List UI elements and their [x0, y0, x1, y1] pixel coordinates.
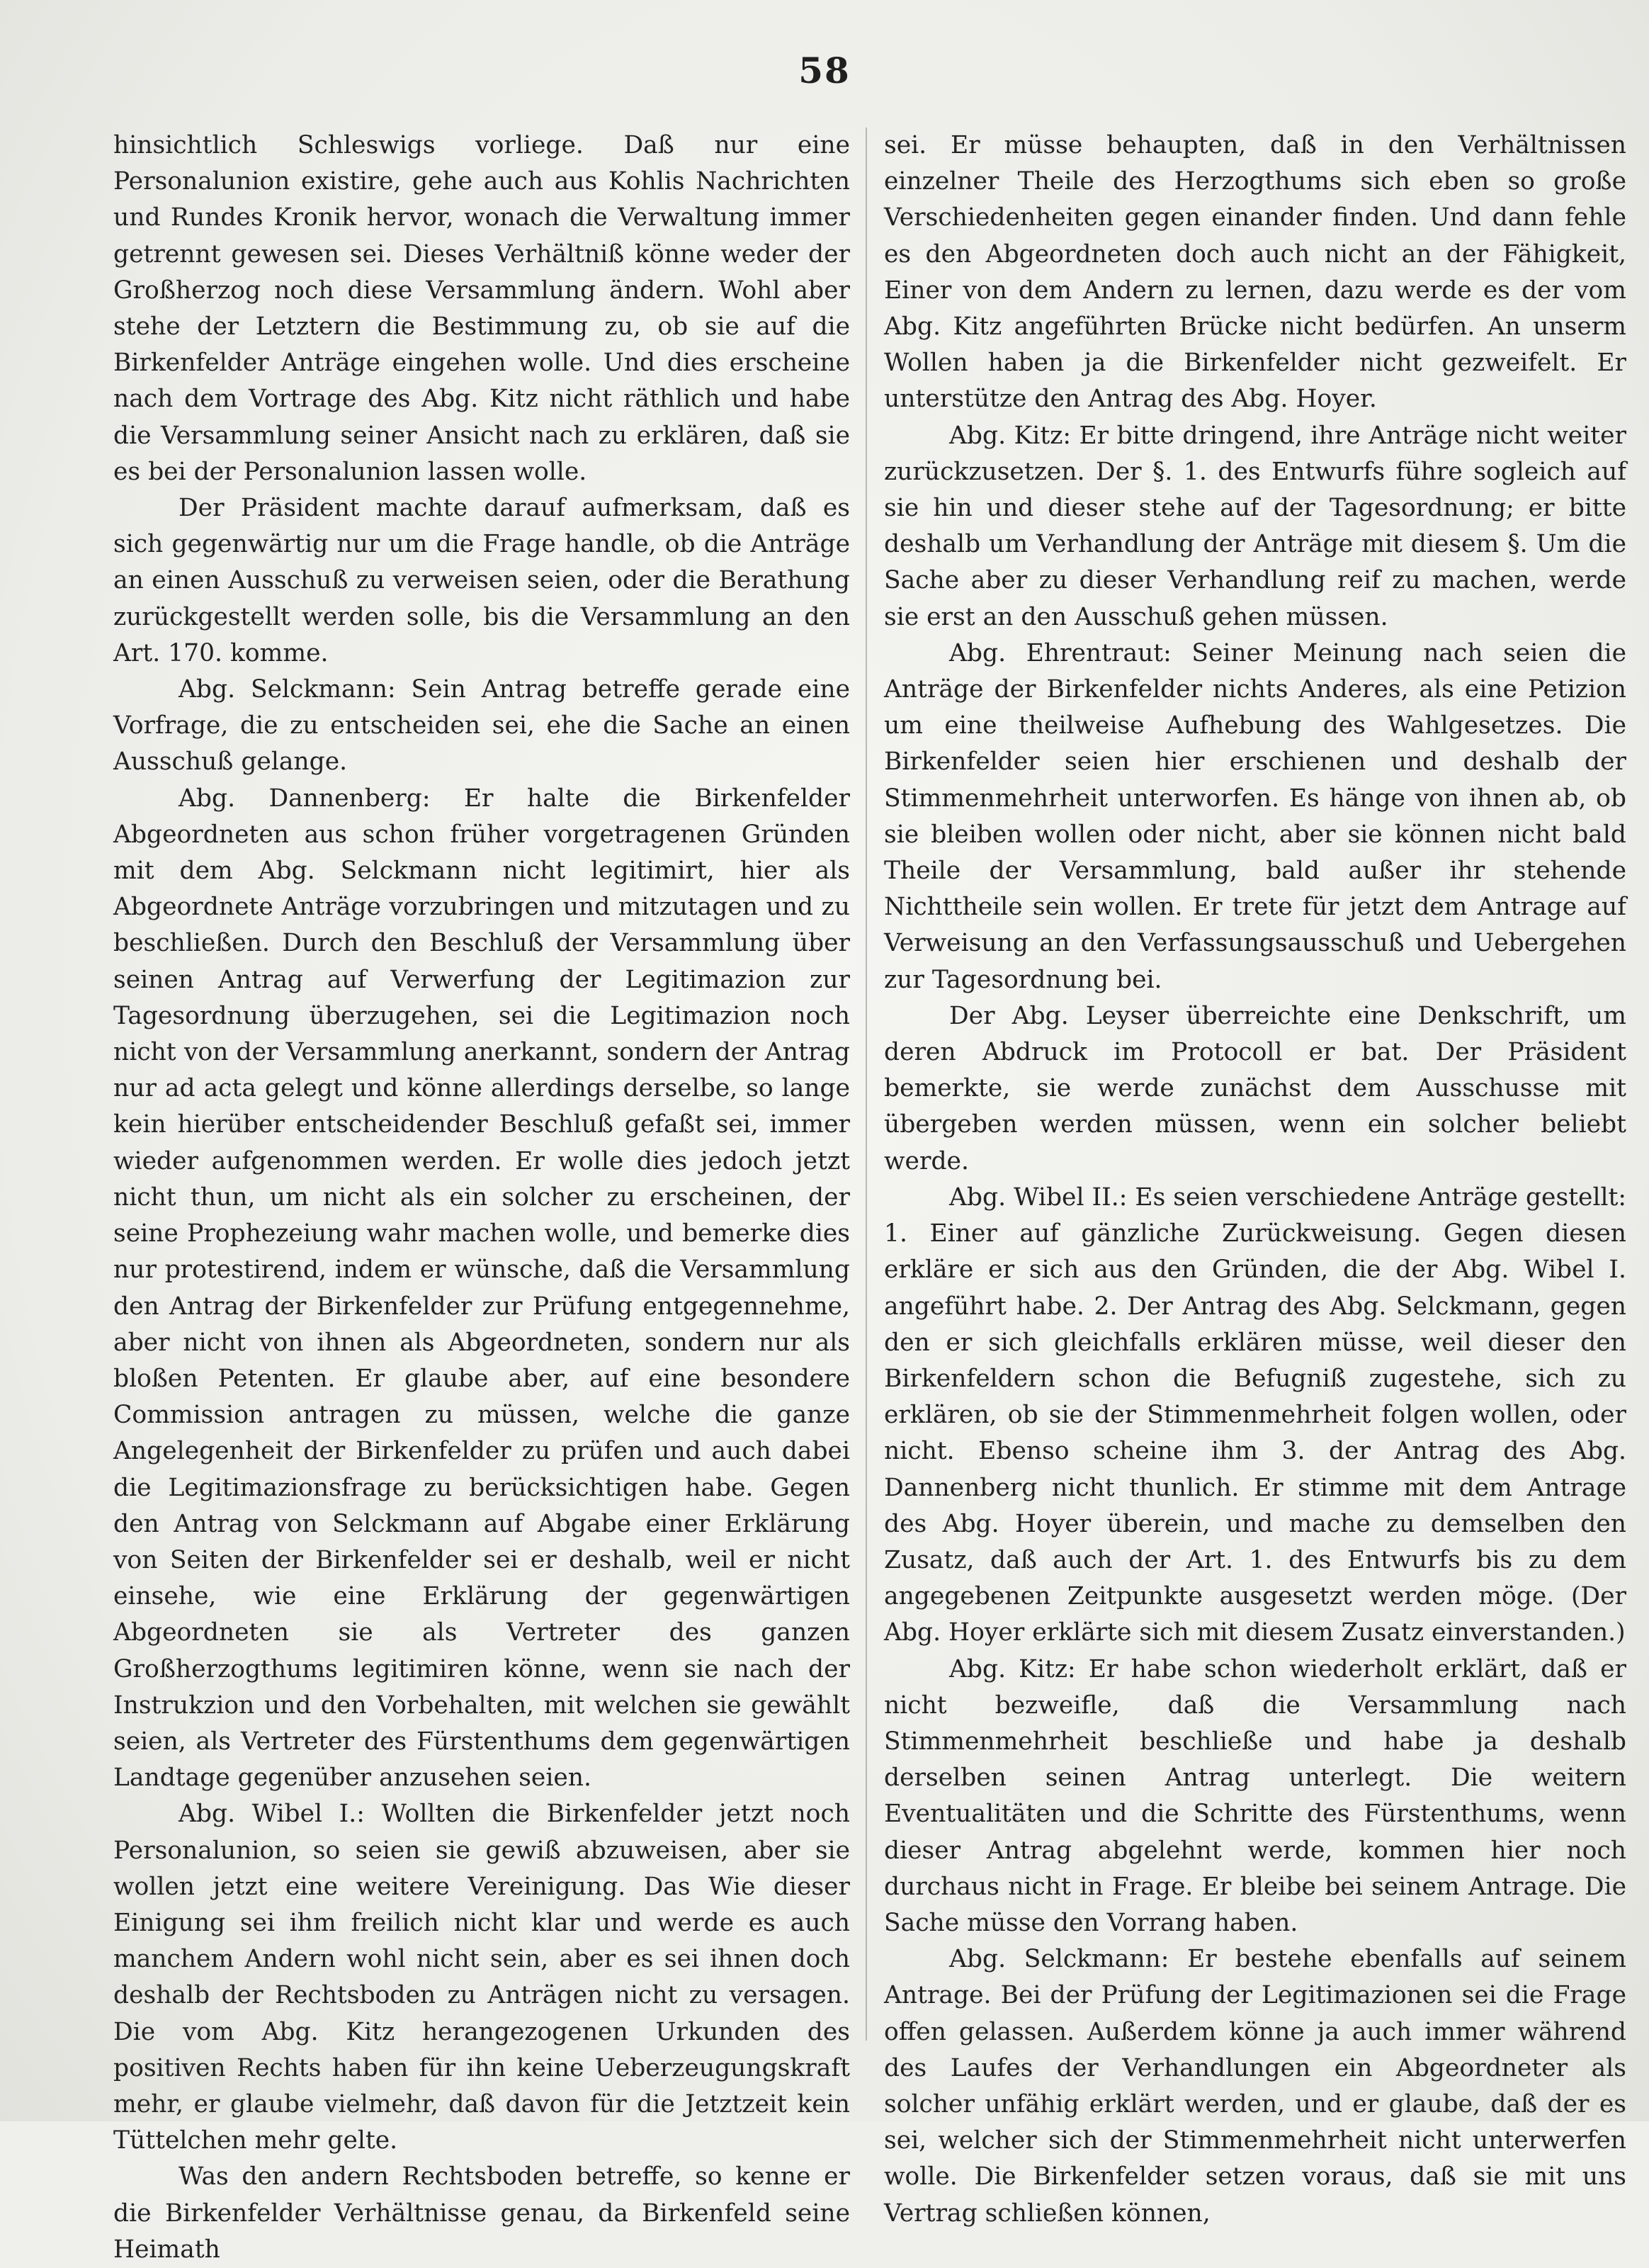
paragraph: Abg. Kitz: Er bitte dringend, ihre Anträge nicht weiter zurückzusetzen. Der §. 1. des Entwurfs führe sogleich auf sie hin und dieser stehe auf der Tagesordnung; er bitte deshalb um Verhandlung der Anträge mit diesem §. Um die Sache aber zu dieser Verhandlung reif zu machen, werde sie erst an den Ausschuß gehen müssen. — [884, 421, 1626, 631]
left-text-column — [113, 128, 850, 2268]
paragraph: Abg. Wibel II.: Es seien verschiedene Anträge gestellt: 1. Einer auf gänzliche Zurückweisung. Gegen diesen erkläre er sich aus den Gründen, die der Abg. Wibel I. angeführt habe. 2. Der Antrag des Abg. Selckmann, gegen den er sich gleichfalls erklären müsse, weil dieser den Birkenfeldern schon die Befugniß zugestehe, sich zu erklären, ob sie der Stimmenmehrheit folgen wollen, oder nicht. Ebenso scheine ihm 3. der Antrag des Abg. Dannenberg nicht thunlich. Er stimme mit dem Antrage des Abg. Hoyer überein, und mache zu demselben den Zusatz, daß auch der Art. 1. des Entwurfs bis zu dem angegebenen Zeitpunkte ausgesetzt werden möge. (Der Abg. Hoyer erklärte sich mit diesem Zusatz einverstanden.) — [884, 1183, 1626, 1647]
page-number: 58 — [798, 50, 851, 91]
paragraph: Der Präsident machte darauf aufmerksam, daß es sich gegenwärtig nur um die Frage handle, ob die Anträge an einen Ausschuß zu verweisen seien, oder die Berathung zurückgestellt werden solle, bis die Versammlung an den Art. 170. komme. — [113, 494, 850, 667]
paragraph: Abg. Selckmann: Sein Antrag betreffe gerade eine Vorfrage, die zu entscheiden sei, ehe die Sache an einen Ausschuß gelange. — [113, 675, 850, 777]
right-text-column — [884, 128, 1626, 2232]
paragraph: Der Abg. Leyser überreichte eine Denkschrift, um deren Abdruck im Protocoll er bat. Der Präsident bemerkte, sie werde zunächst dem Ausschusse mit übergeben werden müssen, wenn ein solcher beliebt werde. — [884, 1001, 1626, 1175]
paragraph: sei. Er müsse behaupten, daß in den Verhältnissen einzelner Theile des Herzogthums sich eben so große Verschiedenheiten gegen einander finden. Und dann fehle es den Abgeordneten doch auch nicht an der Fähigkeit, Einer von dem Andern zu lernen, dazu werde es der vom Abg. Kitz angeführten Brücke nicht bedürfen. An unserm Wollen haben ja die Birkenfelder nicht gezweifelt. Er unterstütze den Antrag des Abg. Hoyer. — [884, 131, 1626, 414]
paragraph: Abg. Ehrentraut: Seiner Meinung nach seien die Anträge der Birkenfelder nichts Anderes, als eine Petizion um eine theilweise Aufhebung des Wahlgesetzes. Die Birkenfelder seien hier erschienen und deshalb der Stimmenmehrheit unterworfen. Es hänge von ihnen ab, ob sie bleiben wollen oder nicht, aber sie können nicht bald Theile der Versammlung, bald außer ihr stehende Nichttheile sein wollen. Er trete für jetzt dem Antrage auf Verweisung an den Verfassungsausschuß und Uebergehen zur Tagesordnung bei. — [884, 638, 1626, 994]
paragraph: Was den andern Rechtsboden betreffe, so kenne er die Birkenfelder Verhältnisse genau, da Birkenfeld seine Heimath — [113, 2162, 850, 2264]
paragraph: hinsichtlich Schleswigs vorliege. Daß nur eine Personalunion existire, gehe auch aus Kohlis Nachrichten und Rundes Kronik hervor, wonach die Verwaltung immer getrennt gewesen sei. Dieses Verhältniß könne weder der Großherzog noch diese Versammlung ändern. Wohl aber stehe der Letztern die Bestimmung zu, ob sie auf die Birkenfelder Anträge eingehen wolle. Und dies erscheine nach dem Vortrage des Abg. Kitz nicht räthlich und habe die Versammlung seiner Ansicht nach zu erklären, daß sie es bei der Personalunion lassen wolle. — [113, 131, 850, 486]
paragraph: Abg. Dannenberg: Er halte die Birkenfelder Abgeordneten aus schon früher vorgetragenen Gründen mit dem Abg. Selckmann nicht legitimirt, hier als Abgeordnete Anträge vorzubringen und mitzutagen und zu beschließen. Durch den Beschluß der Versammlung über seinen Antrag auf Verwerfung der Legitimazion zur Tagesordnung überzugehen, sei die Legitimazion noch nicht von der Versammlung anerkannt, sondern der Antrag nur ad acta gelegt und könne allerdings derselbe, so lange kein hierüber entscheidender Beschluß gefaßt sei, immer wieder aufgenommen werden. Er wolle dies jedoch jetzt nicht thun, um nicht als ein solcher zu erscheinen, der seine Prophezeiung wahr machen wolle, und bemerke dies nur protestirend, indem er wünsche, daß die Versammlung den Antrag der Birkenfelder zur Prüfung entgegennehme, aber nicht von ihnen als Abgeordneten, sondern nur als bloßen Petenten. Er glaube aber, auf eine besondere Commission antragen zu müssen, welche die ganze Angelegenheit der Birkenfelder zu prüfen und auch dabei die Legitimazionsfrage zu berücksichtigen habe. Gegen den Antrag von Selckmann auf Abgabe einer Erklärung von Seiten der Birkenfelder sei er deshalb, weil er nicht einsehe, wie eine Erklärung der gegenwärtigen Abgeordneten sie als Vertreter des ganzen Großherzogthums legitimiren könne, wenn sie nach der Instrukzion und den Vorbehalten, mit welchen sie gewählt seien, als Vertreter des Fürstenthums dem gegenwärtigen Landtage gegenüber anzusehen seien. — [113, 784, 850, 1793]
paragraph: Abg. Selckmann: Er bestehe ebenfalls auf seinem Antrage. Bei der Prüfung der Legitimazionen sei die Frage offen gelassen. Außerdem könne ja auch immer während des Laufes der Verhandlungen ein Abgeordneter als solcher unfähig erklärt werden, und er glaube, daß der es sei, welcher sich der Stimmenmehrheit nicht unterwerfen wolle. Die Birkenfelder setzen voraus, daß sie mit uns Vertrag schließen können, — [884, 1945, 1626, 2228]
column-divider — [866, 128, 867, 2041]
paragraph: Abg. Kitz: Er habe schon wiederholt erklärt, daß er nicht bezweifle, daß die Versammlung nach Stimmenmehrheit beschließe und habe ja deshalb derselben seinen Antrag unterlegt. Die weitern Eventualitäten und die Schritte des Fürstenthums, wenn dieser Antrag abgelehnt werde, kommen hier noch durchaus nicht in Frage. Er bleibe bei seinem Antrage. Die Sache müsse den Vorrang haben. — [884, 1654, 1626, 1937]
paragraph: Abg. Wibel I.: Wollten die Birkenfelder jetzt noch Personalunion, so seien sie gewiß abzuweisen, aber sie wollen jetzt eine weitere Vereinigung. Das Wie dieser Einigung sei ihm freilich nicht klar und werde es auch manchem Andern wohl nicht sein, aber es sei ihnen doch deshalb der Rechtsboden zu Anträgen nicht zu versagen. Die vom Abg. Kitz herangezogenen Urkunden des positiven Rechts haben für ihn keine Ueberzeugungskraft mehr, er glaube vielmehr, daß davon für die Jetztzeit kein Tüttelchen mehr gelte. — [113, 1800, 850, 2155]
